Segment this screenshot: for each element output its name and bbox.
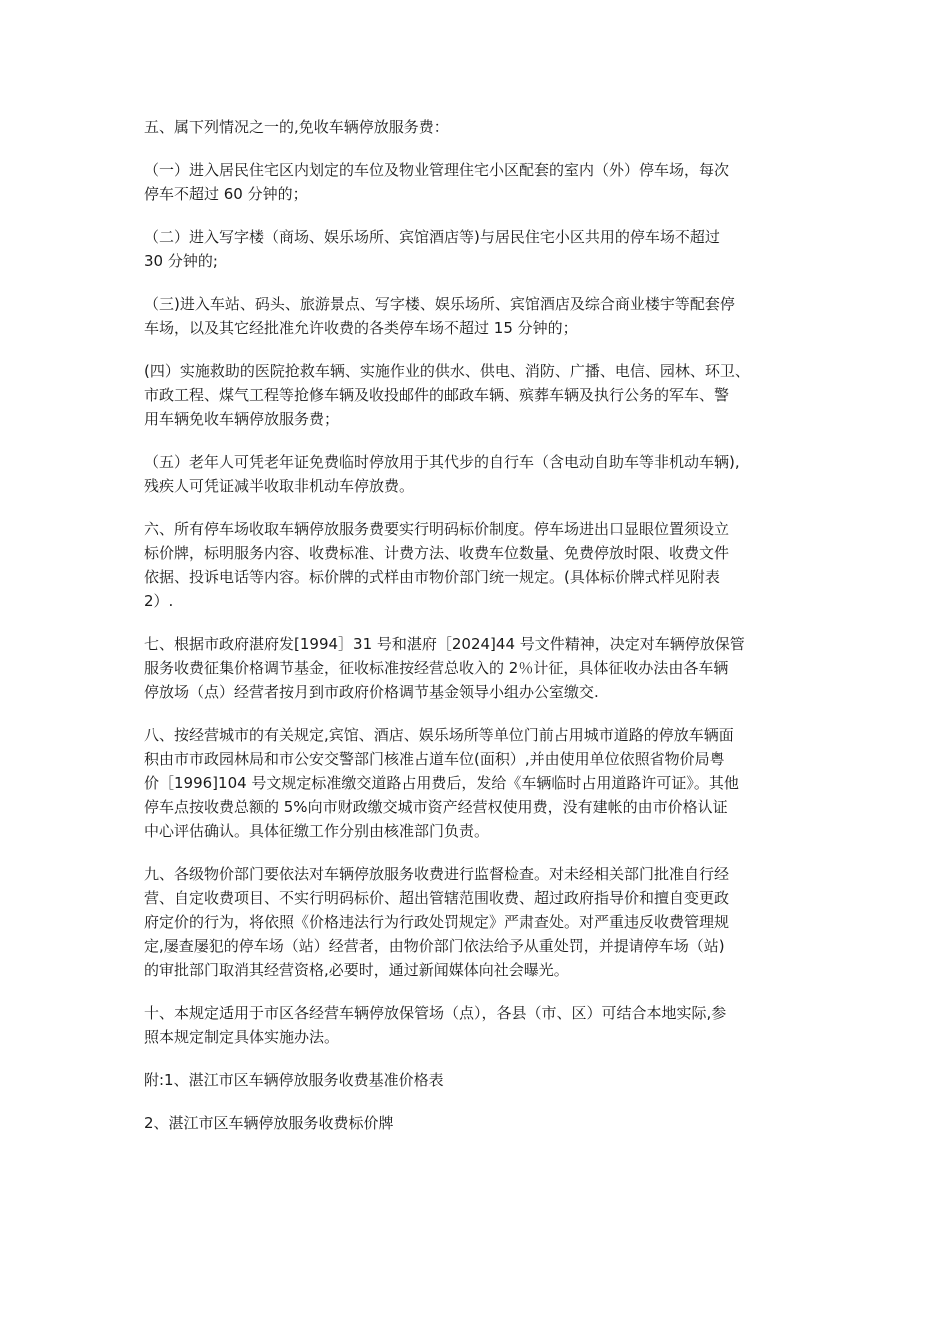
paragraph-line: 市政工程、煤气工程等抢修车辆及收投邮件的邮政车辆、殡葬车辆及执行公务的军车、警 — [144, 386, 730, 404]
paragraph — [144, 1068, 816, 1092]
paragraph-line: 府定价的行为，将依照《价格违法行为行政处罚规定》严肃查处。对严重违反收费管理规 — [144, 913, 730, 931]
paragraph-line: 九、各级物价部门要依法对车辆停放服务收费进行监督检查。对未经相关部门批准自行经 — [144, 865, 730, 883]
paragraph-line: 残疾人可凭证减半收取非机动车停放费。 — [144, 477, 415, 495]
paragraph-line: 停车点按收费总额的 5%向市财政缴交城市资产经营权使用费，没有建帐的由市价格认证 — [144, 798, 728, 816]
paragraph — [144, 115, 816, 139]
paragraph-line: 营、自定收费项目、不实行明码标价、超出管辖范围收费、超过政府指导价和擅自变更政 — [144, 889, 730, 907]
paragraph-line: 的审批部门取消其经营资格,必要时，通过新闻媒体向社会曝光。 — [144, 961, 569, 979]
paragraph — [144, 450, 816, 498]
paragraph-line: 五、属下列情况之一的,免收车辆停放服务费： — [144, 118, 449, 136]
paragraph — [144, 359, 816, 431]
paragraph-line: 附:1、湛江市区车辆停放服务收费基准价格表 — [144, 1071, 444, 1089]
paragraph-line: 停放场（点）经营者按月到市政府价格调节基金领导小组办公室缴交. — [144, 683, 599, 701]
paragraph-line: 依据、投诉电话等内容。标价牌的式样由市物价部门统一规定。(具体标价牌式样见附表 — [144, 568, 720, 586]
paragraph-line: （一）进入居民住宅区内划定的车位及物业管理住宅小区配套的室内（外）停车场，每次 — [144, 161, 730, 179]
paragraph-line: 价［1996]104 号文规定标准缴交道路占用费后，发给《车辆临时占用道路许可证》。其他 — [144, 774, 739, 792]
paragraph-line: 六、所有停车场收取车辆停放服务费要实行明码标价制度。停车场进出口显眼位置须设立 — [144, 520, 730, 538]
paragraph — [144, 1001, 816, 1049]
document-body — [144, 115, 816, 1154]
paragraph-line: 2）. — [144, 592, 174, 610]
paragraph-line: （二）进入写字楼（商场、娱乐场所、宾馆酒店等)与居民住宅小区共用的停车场不超过 — [144, 228, 720, 246]
paragraph — [144, 158, 816, 206]
paragraph-line: 照本规定制定具体实施办法。 — [144, 1028, 340, 1046]
paragraph-line: 标价牌，标明服务内容、收费标准、计费方法、收费车位数量、免费停放时限、收费文件 — [144, 544, 730, 562]
paragraph-line: 八、按经营城市的有关规定,宾馆、酒店、娱乐场所等单位门前占用城市道路的停放车辆面 — [144, 726, 734, 744]
paragraph-line: (四）实施救助的医院抢救车辆、实施作业的供水、供电、消防、广播、电信、园林、环卫、 — [144, 362, 750, 380]
paragraph — [144, 517, 816, 613]
paragraph — [144, 1111, 816, 1135]
paragraph-line: （三)进入车站、码头、旅游景点、写字楼、娱乐场所、宾馆酒店及综合商业楼宇等配套停 — [144, 295, 735, 313]
paragraph-line: 用车辆免收车辆停放服务费； — [144, 410, 340, 428]
paragraph — [144, 632, 816, 704]
paragraph-line: 停车不超过 60 分钟的； — [144, 185, 308, 203]
paragraph-line: 2、湛江市区车辆停放服务收费标价牌 — [144, 1114, 394, 1132]
paragraph — [144, 225, 816, 273]
paragraph-line: 七、根据市政府湛府发[1994］31 号和湛府［2024]44 号文件精神，决定对车辆停放保管 — [144, 635, 745, 653]
paragraph-line: 定,屡查屡犯的停车场（站）经营者，由物价部门依法给予从重处罚，并提请停车场（站) — [144, 937, 725, 955]
paragraph — [144, 862, 816, 982]
paragraph-line: 30 分钟的; — [144, 252, 218, 270]
paragraph-line: 十、本规定适用于市区各经营车辆停放保管场（点），各县（市、区）可结合本地实际,参 — [144, 1004, 727, 1022]
paragraph-line: （五）老年人可凭老年证免费临时停放用于其代步的自行车（含电动自助车等非机动车辆), — [144, 453, 740, 471]
paragraph — [144, 292, 816, 340]
paragraph-line: 积由市市政园林局和市公安交警部门核准占道车位(面积）,并由使用单位依照省物价局粤 — [144, 750, 725, 768]
paragraph-line: 车场，以及其它经批准允许收费的各类停车场不超过 15 分钟的； — [144, 319, 578, 337]
paragraph-line: 中心评估确认。具体征缴工作分别由核准部门负责。 — [144, 822, 490, 840]
paragraph-line: 服务收费征集价格调节基金，征收标准按经营总收入的 2％计征，具体征收办法由各车辆 — [144, 659, 729, 677]
paragraph — [144, 723, 816, 843]
